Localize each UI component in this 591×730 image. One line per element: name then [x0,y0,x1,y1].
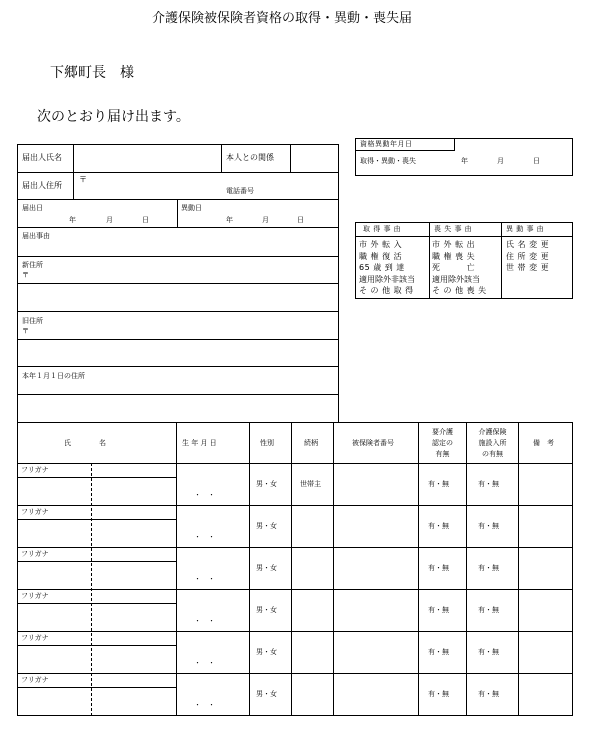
header-facility: 介護保険 施設入所 の有無 [478,428,507,458]
qualification-row-label: 取得・異動・喪失 [360,157,416,165]
change-reason-item[interactable]: 住 所 変 更 [506,251,550,261]
acquire-reason-item[interactable]: 市 外 転 入 [359,240,403,249]
jan1-address-label: 本年１月１日の住所 [22,372,85,380]
facility-choice[interactable]: 有・無 [478,522,499,530]
header-insured-no: 被保険者番号 [352,439,394,447]
acquire-reason-item[interactable]: 65 歳 到 達 [359,263,405,272]
header-name: 氏 名 [64,439,106,447]
gender-choice[interactable]: 男・女 [256,480,277,488]
old-address-postal: 〒 [22,327,29,335]
notifier-name-field[interactable] [74,145,220,171]
relation-label: 本人との関係 [226,153,274,162]
change-reason-item[interactable]: 世 帯 変 更 [506,263,550,272]
header-birth: 生 年 月 日 [182,439,217,447]
loss-reason-header: 喪 失 事 由 [434,225,473,233]
relation-value: 世帯主 [300,480,321,488]
new-address-field[interactable] [18,257,338,310]
care-cert-choice[interactable]: 有・無 [428,564,449,572]
old-address-field[interactable] [18,312,338,365]
furigana-label: フリガナ [21,508,49,516]
old-address-label: 旧住所 [22,317,43,325]
loss-reason-item[interactable]: 職 権 喪 失 [432,251,476,261]
loss-reason-item[interactable]: 市 外 転 出 [432,240,476,249]
reason-field[interactable] [18,228,338,255]
change-date-label: 異動日 [181,204,202,212]
qualification-date-field[interactable] [356,152,572,175]
change-reason-header: 異 動 事 由 [506,225,545,233]
notify-date-year: 年 [69,216,76,224]
loss-reason-item[interactable]: そ の 他 喪 失 [432,286,487,295]
qualification-month: 月 [497,157,504,165]
notifier-name-label: 届出人氏名 [22,153,62,162]
notify-date-month: 月 [106,216,113,224]
new-address-label: 新住所 [22,261,43,269]
change-reason-list [506,239,549,274]
qualification-day: 日 [533,157,540,165]
change-reason-item[interactable]: 氏 名 変 更 [506,240,550,249]
acquire-reason-item[interactable]: 職 権 復 活 [359,251,403,261]
loss-reason-item[interactable]: 死 亡 [432,263,476,272]
change-date-month: 月 [262,216,269,224]
notify-date-field[interactable] [18,200,176,226]
page-title: 介護保険被保険者資格の取得・異動・喪失届 [152,11,413,26]
care-cert-choice[interactable]: 有・無 [428,522,449,530]
furigana-label: フリガナ [21,550,49,558]
birth-date-dots[interactable]: ・ ・ [194,701,215,709]
acquire-reason-item[interactable]: そ の 他 取 得 [359,286,414,295]
change-date-year: 年 [226,216,233,224]
care-cert-choice[interactable]: 有・無 [428,648,449,656]
new-address-postal: 〒 [22,271,29,279]
relation-field[interactable] [291,145,338,171]
birth-date-dots[interactable]: ・ ・ [194,533,215,541]
furigana-label: フリガナ [21,634,49,642]
loss-reason-item[interactable]: 適用除外該当 [432,274,480,284]
facility-choice[interactable]: 有・無 [478,606,499,614]
birth-date-dots[interactable]: ・ ・ [194,617,215,625]
jan1-address-field[interactable] [18,367,338,422]
header-care-cert: 要介護 認定の 有無 [432,428,453,458]
intro-text: 次のとおり届け出ます。 [37,109,190,125]
acquire-reason-list [359,239,415,297]
change-date-field[interactable] [178,200,338,226]
acquire-reason-item[interactable]: 適用除外非該当 [359,274,415,284]
change-date-day: 日 [297,216,304,224]
notifier-address-label: 届出人住所 [22,181,62,190]
header-gender: 性別 [260,439,274,447]
gender-choice[interactable]: 男・女 [256,522,277,530]
facility-choice[interactable]: 有・無 [478,648,499,656]
gender-choice[interactable]: 男・女 [256,690,277,698]
gender-choice[interactable]: 男・女 [256,648,277,656]
reason-label: 届出事由 [22,232,50,240]
header-notes: 備 考 [533,439,554,447]
gender-choice[interactable]: 男・女 [256,564,277,572]
birth-date-dots[interactable]: ・ ・ [194,491,215,499]
qualification-date-header: 資格異動年月日 [360,140,413,148]
gender-choice[interactable]: 男・女 [256,606,277,614]
qualification-year: 年 [461,157,468,165]
facility-choice[interactable]: 有・無 [478,564,499,572]
notify-date-label: 届出日 [22,204,43,212]
furigana-label: フリガナ [21,466,49,474]
loss-reason-list [432,239,487,297]
addressee: 下郷町長 様 [50,65,134,81]
birth-date-dots[interactable]: ・ ・ [194,659,215,667]
notify-date-day: 日 [142,216,149,224]
care-cert-choice[interactable]: 有・無 [428,690,449,698]
postal-mark: 〒 [79,175,87,184]
care-cert-choice[interactable]: 有・無 [428,606,449,614]
furigana-label: フリガナ [21,676,49,684]
phone-label: 電話番号 [226,187,254,195]
notifier-address-field[interactable] [74,173,338,198]
header-relation: 続柄 [304,439,318,447]
care-cert-choice[interactable]: 有・無 [428,480,449,488]
facility-choice[interactable]: 有・無 [478,690,499,698]
facility-choice[interactable]: 有・無 [478,480,499,488]
furigana-label: フリガナ [21,592,49,600]
acquire-reason-header: 取 得 事 由 [363,225,402,233]
birth-date-dots[interactable]: ・ ・ [194,575,215,583]
